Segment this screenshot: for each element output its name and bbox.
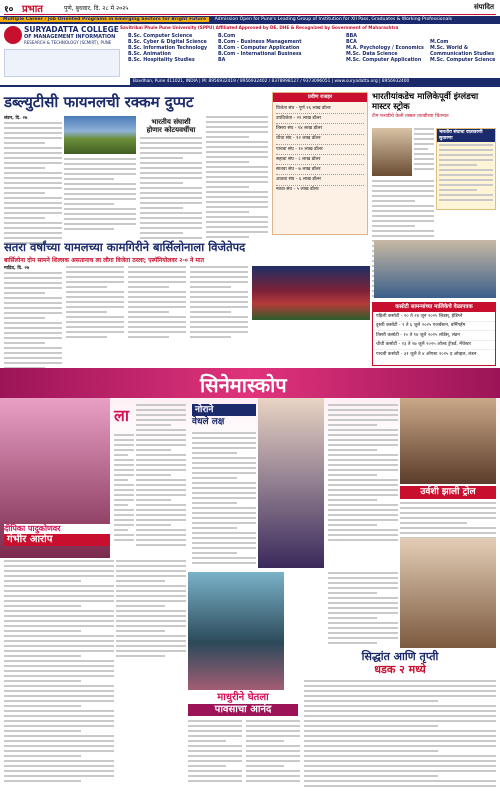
ad-course-list-3: BBA BCA M.A. Psychology / Economics M.Sc. Data Science M.Sc. Computer Application bbox=[346, 34, 424, 63]
team-india-box bbox=[436, 128, 496, 210]
prize-row: चौथा संघ - १२ लाख डॉलर bbox=[276, 135, 364, 145]
cricketer-photo bbox=[374, 240, 496, 298]
cinema-section bbox=[0, 368, 500, 797]
urvashi-headline[interactable]: उर्वशी झाली ट्रोल bbox=[400, 486, 496, 499]
story1-headline[interactable]: डब्ल्युटीसी फायनलची रक्कम दुप्पट bbox=[4, 93, 194, 111]
dateline: पुणे, बुधवार, दि. २८ मे २०२५ bbox=[64, 5, 129, 12]
story1-body-col2 bbox=[64, 158, 136, 233]
deepika-headline[interactable]: दीपिका पादुकोणवर गंभीर आरोप bbox=[4, 524, 110, 546]
deepika-lead-letter: ला bbox=[114, 406, 129, 425]
siddhant-body-a bbox=[328, 572, 398, 647]
prize-row: पाचवा संघ - १० लाख डॉलर bbox=[276, 145, 364, 155]
barcelona-team-photo bbox=[252, 266, 370, 320]
ad-affiliation: Savitribai Phule Pune University (SPPU) Affiliated Approved by DE, DHE & Recognized by Government of Maharashtra bbox=[120, 25, 399, 30]
story1-body-col1: लंडन, दि. २७ bbox=[4, 116, 62, 247]
urvashi-photo bbox=[400, 398, 496, 484]
deepika-body-c bbox=[4, 560, 114, 785]
madhuri-photo bbox=[188, 572, 284, 690]
schedule-row: चौथी कसोटी - २३ ते २७ जुलै २०२५ ओल्ड ट्रॅफर्ड, मँचेस्टर bbox=[373, 341, 495, 351]
schedule-row: दुसरी कसोटी - २ ते ६ जुलै २०२५ एजबॅस्टन, बर्मिंगहॅम bbox=[373, 322, 495, 332]
story3-body-col5 bbox=[66, 338, 370, 342]
cinema-banner: सिनेमास्कोप bbox=[0, 368, 500, 398]
ad-course-list-1: B.Sc. Computer Science B.Sc. Cyber & Digital Science B.Sc. Information Technology B.Sc. Animation B.Sc. Hospitality Studies bbox=[128, 34, 208, 63]
schedule-row: तिसरी कसोटी - १० ते १४ जुलै २०२५ लॉर्डस्, लंडन bbox=[373, 331, 495, 341]
prize-row: विजेता संघ - पूर्ण २६ लाख डॉलर bbox=[276, 104, 364, 114]
prize-row: सातवा संघ - ७ लाख डॉलर bbox=[276, 165, 364, 175]
story1-body-col3 bbox=[140, 137, 202, 242]
college-name: SURYADATTA COLLEGE OF MANAGEMENT INFORMATION RESEARCH & TECHNOLOGY (SCMIRT), PUNE bbox=[24, 25, 119, 45]
tripti-photo bbox=[400, 538, 496, 648]
prize-row: सहावा संघ - ८ लाख डॉलर bbox=[276, 155, 364, 165]
story3-body-col4 bbox=[190, 266, 248, 341]
paper-name: प्रभात bbox=[22, 4, 44, 15]
story3-headline[interactable]: सतरा वर्षांच्या यामलच्या कामगिरीने बार्सिलोनाला विजेतेपद bbox=[4, 240, 246, 254]
story3-subhead: बार्सिलोना दोन सामने शिल्लक असतानाच ला लीगा विजेता ठरला; एस्पॅनियोलवर २-० ने मात bbox=[4, 257, 204, 264]
ad-course-list-2: B.Com B.Com - Business Management B.Com - Computer Application B.Com - International Business BA bbox=[218, 34, 302, 63]
deepika-body-d bbox=[116, 560, 186, 660]
story2-subhead: टीम फराडीचे केली तब्बल तातडीच्या चिंतनात bbox=[372, 114, 449, 119]
cricket-trophy-photo bbox=[64, 116, 136, 154]
schedule-title: कसोटी सामन्यांच्या मालिकेचे वेळापत्रक bbox=[373, 303, 495, 312]
team-box-title: भारतीय संघाचा वातावरणी सुधारणा bbox=[437, 129, 495, 142]
ad-course-list-4: M.Com M.Sc. World & Communication Studies M.Sc. Computer Science bbox=[430, 40, 496, 63]
madhuri-body-a bbox=[188, 720, 242, 785]
nora-headline[interactable]: नोराने वेधले लक्ष bbox=[192, 404, 256, 428]
college-ad[interactable] bbox=[0, 16, 500, 87]
nora-body bbox=[192, 432, 256, 567]
madhuri-body-b bbox=[246, 720, 300, 785]
schedule-row: पहिली कसोटी - २० ते २४ जून २०२५ लिडस्, हेडिंग्ले bbox=[373, 312, 495, 322]
college-logo bbox=[4, 26, 22, 44]
test-schedule-box bbox=[372, 302, 496, 366]
ad-badges bbox=[4, 49, 120, 77]
deepika-body-b bbox=[114, 434, 134, 544]
story1-subhead: भारतीय संघाशी होणार कोटयवधींचा bbox=[146, 118, 196, 134]
masthead bbox=[4, 2, 496, 15]
prize-row: उपविजेता - २१ लाख डॉलर bbox=[276, 114, 364, 124]
story2-headline[interactable]: भारतीयांकडेच मालिकेपूर्वी इंग्लंडचा मास्टर स्ट्रोक bbox=[372, 92, 479, 112]
ad-top-strip: Multiple Career / Job Oriented Programs in Emerging Sectors for Bright Future Admission Open for Pune's Leading Group of Institution for XII Pass, Graduates & Working Professionals bbox=[0, 16, 500, 24]
prize-box-title: प्रवीण राजहर bbox=[273, 93, 367, 102]
player-photo bbox=[372, 128, 412, 176]
prize-row: तिसरा संघ - १४ लाख डॉलर bbox=[276, 124, 364, 134]
urvashi-body bbox=[328, 404, 398, 544]
ad-footer: Bavdhan, Pune 411021, INDIA | M: 8956932419 / 8956932402 / 8378998127 / 9373096051 | www.suryadatta.org | 8956932400 bbox=[130, 78, 500, 85]
deepika-body-a bbox=[136, 404, 186, 549]
madhuri-headline[interactable]: माधुरीने घेतला पावसाचा आनंद bbox=[188, 692, 298, 716]
story2-body-a bbox=[414, 128, 434, 173]
story3-body-col1: माद्रिद, दि. २७ bbox=[4, 266, 62, 447]
prize-row: नववा संघ - ५ लाख डॉलर bbox=[276, 187, 319, 193]
story1-body-col4 bbox=[206, 116, 268, 241]
siddhant-headline[interactable]: सिद्धांत आणि तृप्ती धडक २ मध्ये bbox=[361, 650, 439, 676]
story3-body-col2 bbox=[66, 266, 124, 341]
schedule-row: पाचवी कसोटी - ३१ जुलै ते ४ ऑगस्ट २०२५ द ओव्हल, लंडन bbox=[376, 351, 477, 357]
nora-photo bbox=[258, 398, 324, 568]
section-name: संपादित bbox=[473, 3, 494, 11]
prize-money-box bbox=[272, 92, 368, 235]
story3-body-col3 bbox=[128, 266, 186, 341]
siddhant-body-b bbox=[304, 680, 496, 790]
prize-row: आठवा संघ - ६ लाख डॉलर bbox=[276, 175, 364, 185]
page-number: १० bbox=[4, 5, 14, 15]
